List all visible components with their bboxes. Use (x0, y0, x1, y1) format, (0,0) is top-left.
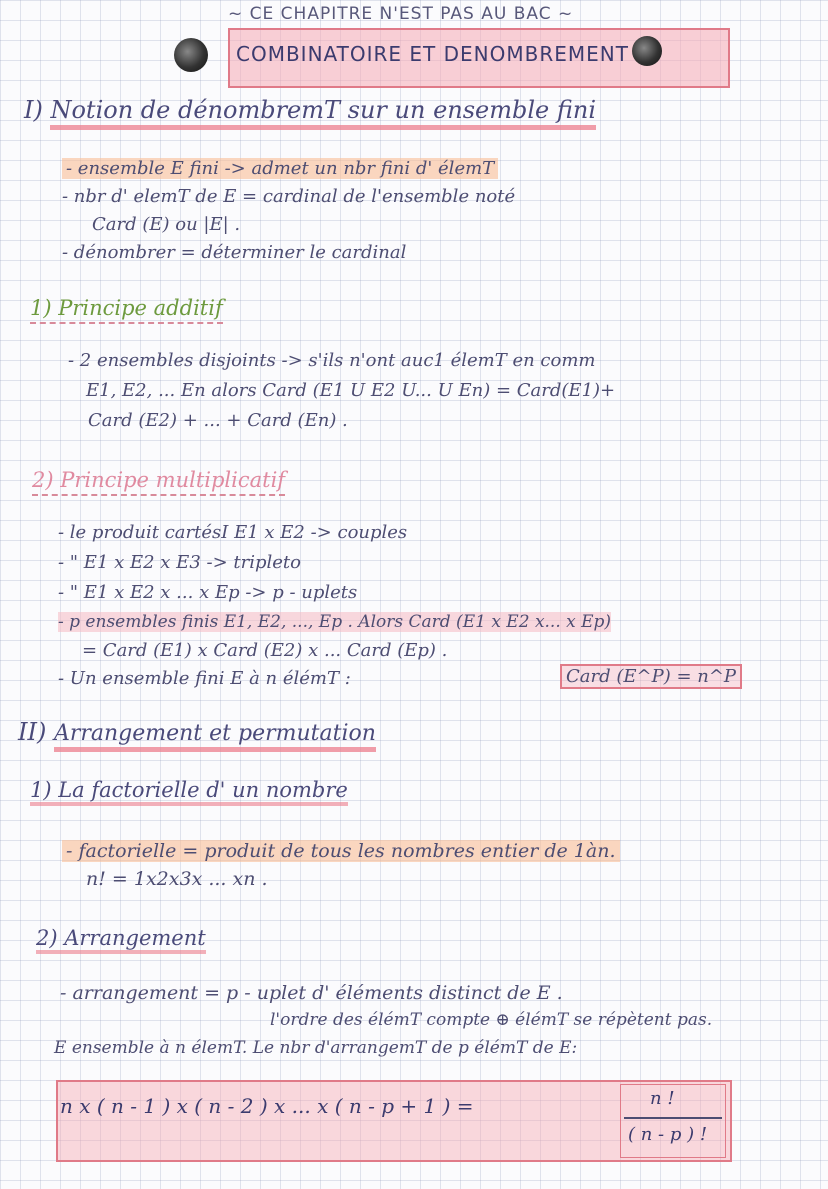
note-not-in-bac: ~ CE CHAPITRE N'EST PAS AU BAC ~ (228, 4, 574, 24)
s1b-line-3: - " E1 x E2 x ... x Ep -> p - uplets (58, 582, 358, 603)
s1a-line-3: Card (E2) + ... + Card (En) . (88, 410, 348, 431)
s2b-line-3: E ensemble à n élemT. Le nbr d'arrangemT de p élémT de E: (54, 1038, 578, 1058)
s1b-line-4: - p ensembles finis E1, E2, ..., Ep . Alors Card (E1 x E2 x... x Ep) (58, 612, 612, 632)
arrangement-formula-left: n x ( n - 1 ) x ( n - 2 ) x ... x ( n - p + 1 ) = (60, 1094, 474, 1118)
arrangement-numerator: n ! (650, 1088, 675, 1109)
fraction-bar (624, 1117, 722, 1119)
section1-title: Notion de dénombremT sur un ensemble fini (50, 96, 596, 130)
s1-line-3: Card (E) ou |E| . (92, 214, 241, 235)
card-power-formula: Card (E^P) = n^P (560, 666, 742, 687)
subsection-additive-principle: 1) Principe additif (30, 296, 223, 320)
s1a-line-1: - 2 ensembles disjoints -> s'ils n'ont auc1 élemT en comm (68, 350, 596, 371)
arrangement-denominator: ( n - p ) ! (628, 1124, 708, 1145)
s1-line-2: - nbr d' elemT de E = cardinal de l'ensemble noté (62, 186, 516, 207)
subsection-multiplicative-principle: 2) Principe multiplicatif (32, 468, 285, 492)
section1-number: I) (24, 96, 51, 124)
s1b-line-5: = Card (E1) x Card (E2) x ... Card (Ep) . (82, 640, 448, 661)
s1-line-4: - dénombrer = déterminer le cardinal (62, 242, 407, 263)
s2a-line-2: n! = 1x2x3x ... xn . (86, 868, 268, 890)
s1b-line-6: - Un ensemble fini E à n élémT : (58, 668, 351, 689)
s1b-line-2: - " E1 x E2 x E3 -> tripleto (58, 552, 301, 573)
s1b-line-1: - le produit cartésI E1 x E2 -> couples (58, 522, 408, 543)
chapter-title: COMBINATOIRE ET DENOMBREMENT (236, 42, 629, 66)
section2-heading (18, 718, 376, 746)
s1a-line-2: E1, E2, ... En alors Card (E1 U E2 U... U En) = Card(E1)+ (86, 380, 616, 401)
s2b-line-2: l'ordre des élémT compte ⊕ élémT se répètent pas. (270, 1010, 713, 1030)
s1-line-1: - ensemble E fini -> admet un nbr fini d' élemT (62, 158, 498, 179)
section2-number: II) (18, 718, 54, 746)
binder-hole-icon (632, 36, 662, 66)
s2b-line-1: - arrangement = p - uplet d' éléments distinct de E . (60, 982, 563, 1004)
section2-title: Arrangement et permutation (54, 721, 376, 752)
subsection-arrangement: 2) Arrangement (36, 926, 206, 950)
subsection-factorial: 1) La factorielle d' un nombre (30, 778, 348, 802)
section1-heading (24, 96, 596, 124)
s2a-line-1: - factorielle = produit de tous les nombres entier de 1àn. (62, 840, 620, 862)
binder-hole-icon (174, 38, 208, 72)
